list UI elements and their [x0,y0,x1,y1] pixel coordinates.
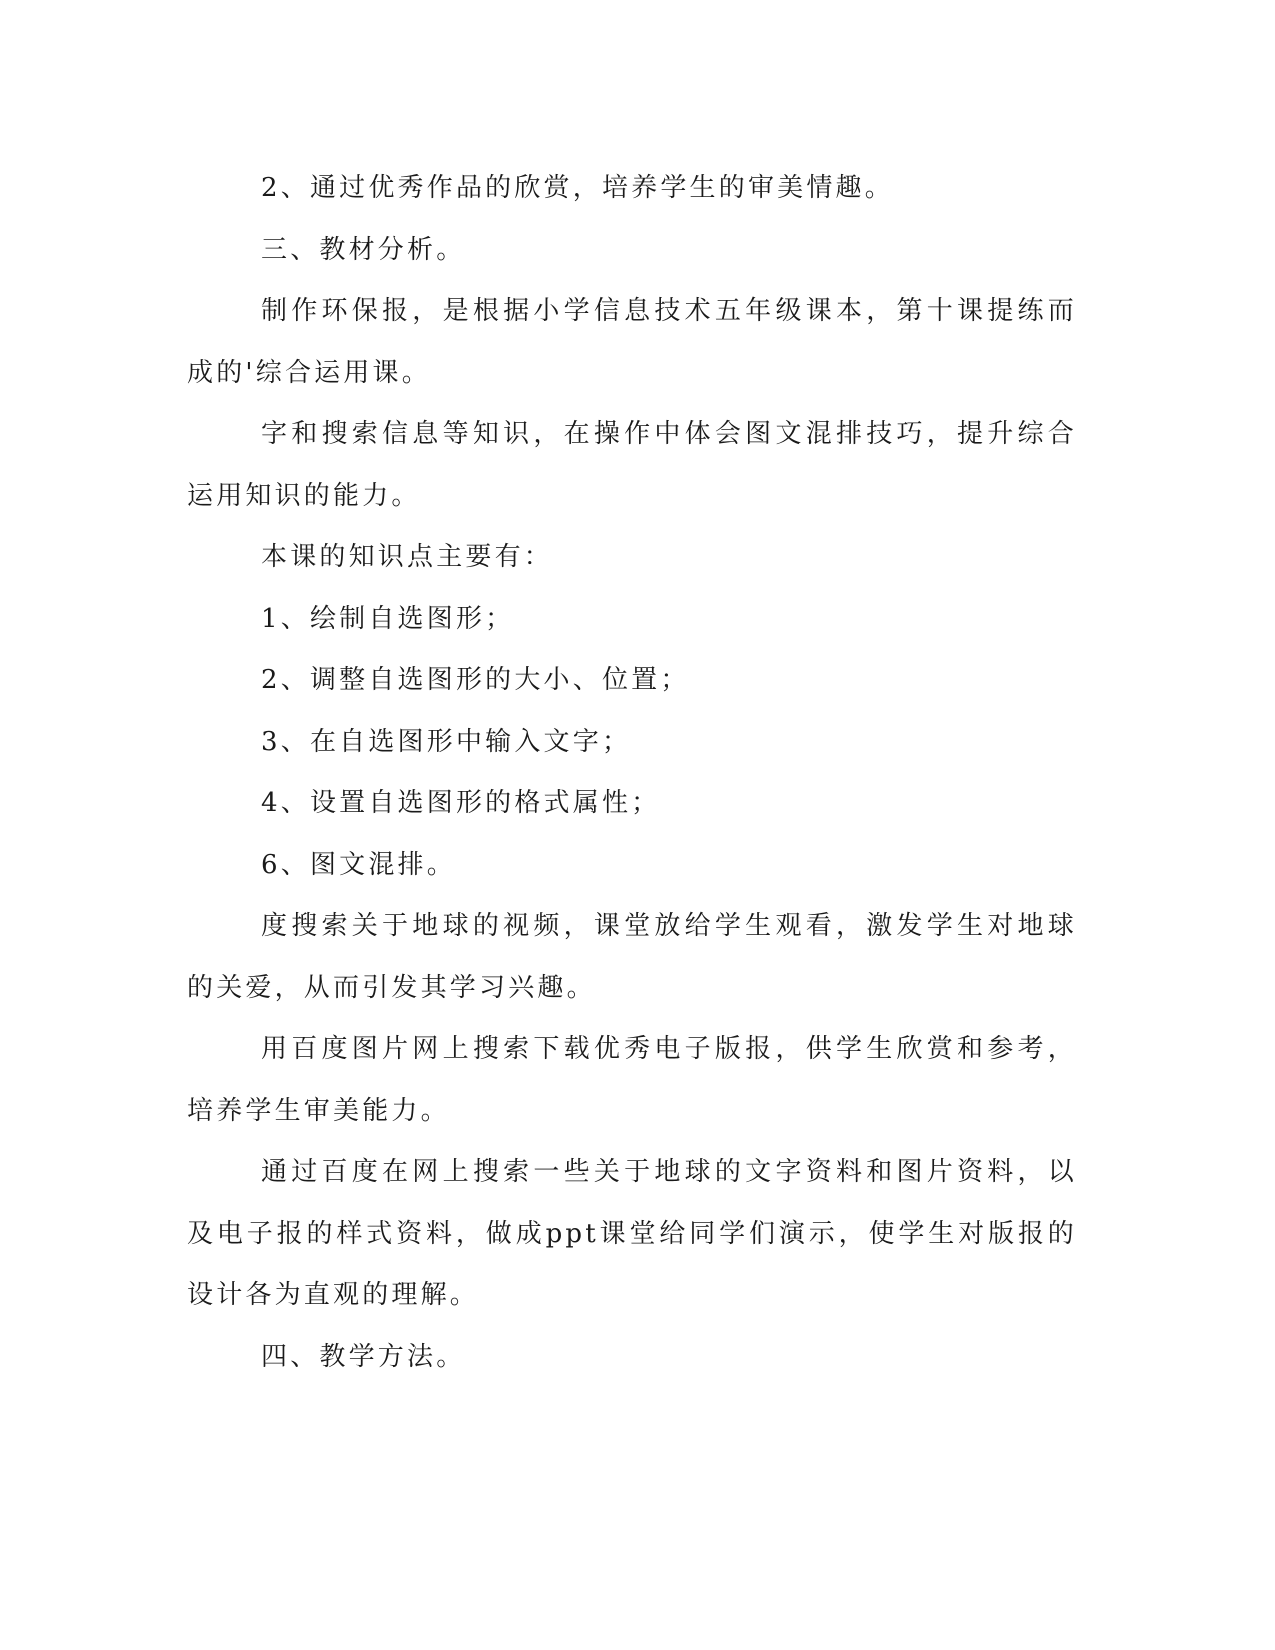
paragraph-video-search: 度搜索关于地球的视频，课堂放给学生观看，激发学生对地球的关爱，从而引发其学习兴趣。 [187,911,1077,1003]
paragraph-ppt-presentation: 通过百度在网上搜索一些关于地球的文字资料和图片资料，以及电子报的样式资料，做成ppt课堂给同学们演示，使学生对版报的设计各为直观的理解。 [187,1157,1077,1310]
paragraph-skills: 字和搜索信息等知识，在操作中体会图文混排技巧，提升综合运用知识的能力。 [187,419,1077,511]
document-page [187,158,1077,1388]
list-item-knowledge-point: 6、图文混排。 [261,849,456,880]
section-heading-textbook-analysis: 三、教材分析。 [261,234,466,265]
list-item-knowledge-point: 2、调整自选图形的大小、位置； [261,665,690,695]
list-item-knowledge-point: 1、绘制自选图形； [261,603,515,634]
paragraph-knowledge-points-intro: 本课的知识点主要有： [261,542,554,572]
list-item-knowledge-point: 3、在自选图形中输入文字； [261,726,632,757]
paragraph-objective-2: 2、通过优秀作品的欣赏，培养学生的审美情趣。 [261,173,894,203]
list-item-knowledge-point: 4、设置自选图形的格式属性； [261,788,661,818]
paragraph-image-search: 用百度图片网上搜索下载优秀电子版报，供学生欣赏和参考，培养学生审美能力。 [187,1034,1077,1126]
section-heading-teaching-methods: 四、教学方法。 [261,1341,466,1372]
paragraph-textbook-intro: 制作环保报，是根据小学信息技术五年级课本，第十课提练而成的'综合运用课。 [187,296,1077,388]
